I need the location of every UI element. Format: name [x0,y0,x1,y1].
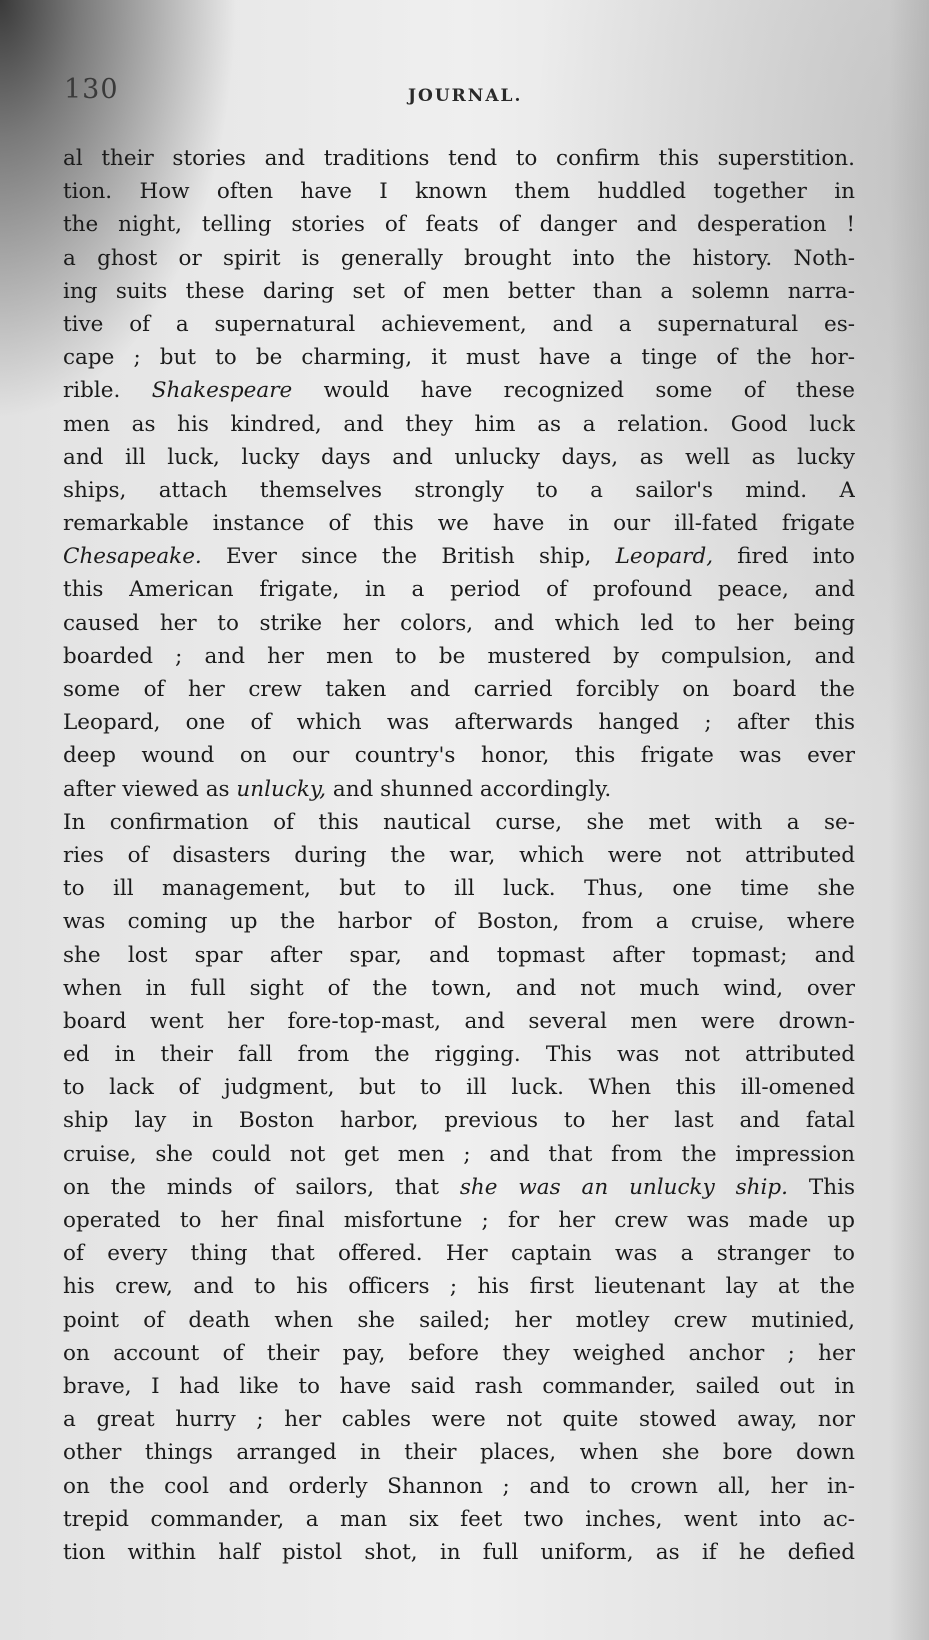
running-head: JOURNAL. [408,86,523,106]
page-number: 130 [64,74,119,105]
text-line: and ill luck, lucky days and unlucky days, as well as lucky [63,444,855,470]
text-line: a great hurry ; her cables were not quite stowed away, nor [63,1407,855,1433]
text-line: some of her crew taken and carried forcibly on board the [63,677,855,702]
text-line: tion. How often have I known them huddled together in [63,179,855,205]
page-edge-shadow [889,0,929,1640]
text-line: ship lay in Boston harbor, previous to her last and fatal [63,1108,855,1134]
text-line: brave, I had like to have said rash commander, sailed out in [63,1373,855,1399]
text-line: cape ; but to be charming, it must have a tinge of the hor- [63,345,855,371]
text-line: after viewed as unlucky, and shunned accordingly. [63,776,612,802]
text-line: cruise, she could not get men ; and that from the impression [63,1141,855,1167]
text-line: other things arranged in their places, when she bore down [63,1440,855,1466]
text-line: remarkable instance of this we have in our ill-fated frigate [63,511,855,537]
text-line: men as his kindred, and they him as a relation. Good luck [63,411,855,437]
text-line: ries of disasters during the war, which were not attributed [63,842,855,868]
text-line: ed in their fall from the rigging. This was not attributed [63,1042,855,1068]
text-line: Chesapeake. Ever since the British ship, Leopard, fired into [63,544,855,570]
text-line: his crew, and to his officers ; his first lieutenant lay at the [63,1274,855,1300]
text-line: ing suits these daring set of men better than a solemn narra- [63,278,855,304]
text-line: boarded ; and her men to be mustered by compulsion, and [63,643,855,669]
text-line: of every thing that offered. Her captain was a stranger to [63,1241,855,1267]
text-line: she lost spar after spar, and topmast after topmast; and [63,942,855,968]
text-line: tion within half pistol shot, in full uniform, as if he defied [63,1539,855,1565]
text-line: operated to her final misfortune ; for her crew was made up [63,1208,855,1233]
text-line: trepid commander, a man six feet two inches, went into ac- [63,1506,855,1532]
text-line: a ghost or spirit is generally brought into the history. Noth- [63,245,855,271]
text-line: rible. Shakespeare would have recognized some of these [63,378,855,404]
text-line: board went her fore-top-mast, and several men were drown- [63,1008,855,1034]
text-line: the night, telling stories of feats of danger and desperation ! [63,212,855,238]
text-line: point of death when she sailed; her motley crew mutinied, [63,1307,855,1333]
text-line: on the cool and orderly Shannon ; and to crown all, her in- [63,1473,855,1499]
body-text [63,142,855,1569]
text-line: was coming up the harbor of Boston, from a cruise, where [63,909,855,935]
text-line: al their stories and traditions tend to confirm this superstition. [63,146,855,171]
text-line: to ill management, but to ill luck. Thus, one time she [63,876,855,902]
text-line: to lack of judgment, but to ill luck. When this ill-omened [63,1075,855,1101]
text-line: on the minds of sailors, that she was an unlucky ship. This [63,1174,855,1200]
text-line: ships, attach themselves strongly to a sailor's mind. A [63,477,855,503]
text-line: caused her to strike her colors, and which led to her being [63,610,855,636]
text-line: Leopard, one of which was afterwards hanged ; after this [63,710,855,736]
text-line: tive of a supernatural achievement, and a supernatural es- [63,311,855,337]
text-line: this American frigate, in a period of profound peace, and [63,577,855,603]
text-line: on account of their pay, before they weighed anchor ; her [63,1340,855,1366]
text-line: deep wound on our country's honor, this frigate was ever [63,743,855,769]
text-line: when in full sight of the town, and not much wind, over [63,975,855,1001]
text-line: In confirmation of this nautical curse, she met with a se- [63,809,855,835]
